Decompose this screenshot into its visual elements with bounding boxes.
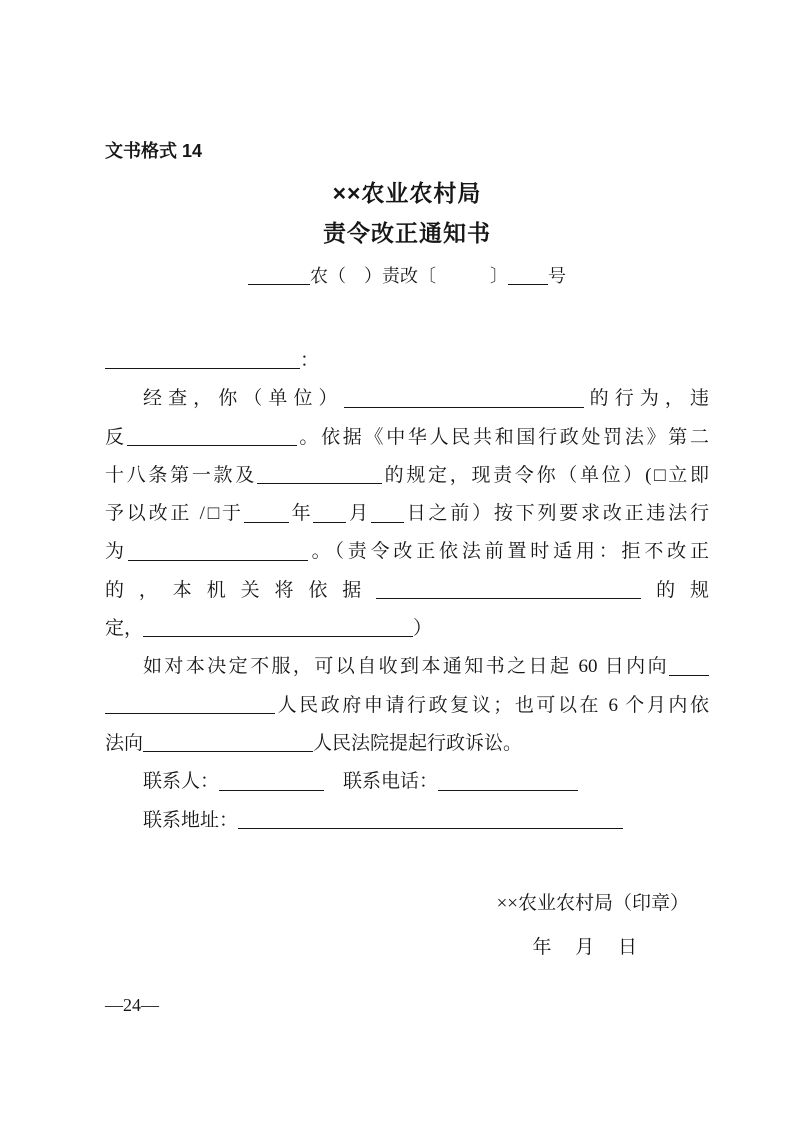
org-title: ××农业农村局 <box>332 180 482 206</box>
blank-field <box>127 427 297 446</box>
text-run: 人民政府申请行政复议；也可以在 6 个月内依 <box>275 694 709 716</box>
format-label: 文书格式 14 <box>105 141 203 161</box>
text-run: 定， <box>105 618 144 640</box>
blank-field <box>508 267 548 285</box>
blank-field <box>128 542 308 561</box>
text-run: 月 <box>346 503 371 525</box>
blank-field <box>248 267 310 285</box>
text-run: 农（ ）责改〔 〕 <box>310 266 508 286</box>
blank-field <box>371 504 404 523</box>
signature-org: ××农业农村局（印章） <box>496 892 689 914</box>
blank-field <box>105 350 300 369</box>
text-run: 联系地址： <box>143 809 239 831</box>
blank-field <box>219 772 324 791</box>
text-run: 反 <box>105 426 127 448</box>
text-run: 的行为，违 <box>583 388 709 410</box>
body-line <box>105 419 709 457</box>
body-line <box>105 495 709 533</box>
blank-field <box>105 695 275 714</box>
blank-field <box>344 389 584 408</box>
body-lines <box>105 342 709 840</box>
body-line <box>105 342 709 380</box>
text-run: 。（责令改正依法前置时适用：拒不改正 <box>307 541 709 563</box>
text-run: 联系电话： <box>324 771 439 793</box>
body-line <box>105 802 709 840</box>
body-line <box>105 687 709 725</box>
blank-field <box>313 504 346 523</box>
body-line <box>105 763 709 801</box>
text-run: 经查，你（单位） <box>143 388 344 410</box>
page-number: —24— <box>105 995 159 1015</box>
signature-date: 年 月 日 <box>532 936 637 958</box>
text-run: 法向 <box>105 732 144 754</box>
text-run: 的规 <box>641 579 709 601</box>
text-run: 的规定，现责令你（单位）(□立即 <box>381 464 709 486</box>
blank-field <box>143 733 313 752</box>
text-run: 年 <box>288 503 314 525</box>
body-line <box>105 610 709 648</box>
text-run: 十八条第一款及 <box>105 464 257 486</box>
blank-field <box>376 580 641 599</box>
text-run: 的，本机关将依据 <box>105 579 377 601</box>
doc-number-line <box>105 260 709 292</box>
body-line <box>105 572 709 610</box>
text-run: 如对本决定不服，可以自收到本通知书之日起 60 日内向 <box>143 656 669 678</box>
blank-field <box>669 657 709 676</box>
body-line <box>105 648 709 686</box>
blank-field <box>438 772 578 791</box>
body-line <box>105 380 709 418</box>
body-line <box>105 725 709 763</box>
blank-field <box>143 618 413 637</box>
text-run: ） <box>413 618 433 640</box>
body-line <box>105 533 709 571</box>
text-run: 日之前）按下列要求改正违法行 <box>403 503 709 525</box>
text-run: 人民法院提起行政诉讼。 <box>313 732 523 754</box>
text-run: 予以改正 /□于 <box>105 503 244 525</box>
text-run: 。依据《中华人民共和国行政处罚法》第二 <box>296 426 709 448</box>
blank-field <box>257 465 382 484</box>
doc-title: 责令改正通知书 <box>323 220 491 246</box>
document-content <box>105 0 709 968</box>
text-run: 为 <box>105 541 128 563</box>
text-run: 联系人： <box>143 771 220 793</box>
blank-field <box>244 504 289 523</box>
text-run: 号 <box>548 266 566 286</box>
blank-field <box>238 810 623 829</box>
body-line <box>105 457 709 495</box>
text-run: ： <box>300 350 320 371</box>
